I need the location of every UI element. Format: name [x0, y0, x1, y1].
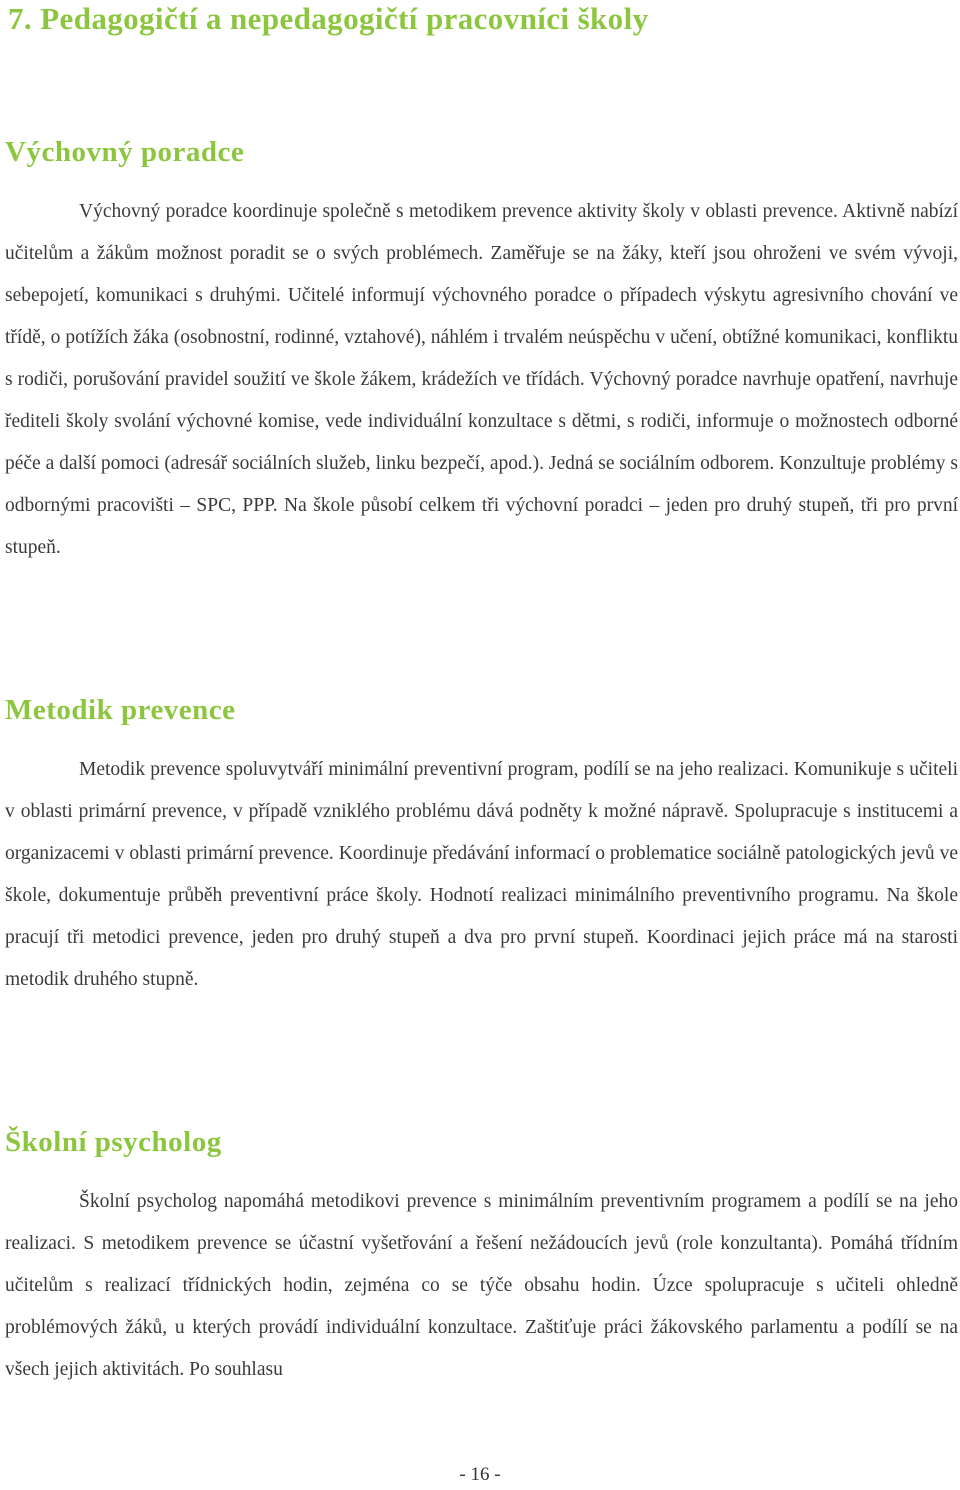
section-paragraph-vychovny-poradce: Výchovný poradce koordinuje společně s metodikem prevence aktivity školy v oblasti prevence. Aktivně nabízí učitelům a žákům možnost poradit se o svých problémech. Zaměřuje se na žáky, kteří jsou ohroženi ve svém vývoji, sebepojetí, komunikaci s druhými. Učitelé informují výchovného poradce o případech výskytu agresivního chování ve třídě, o potížích žáka (osobnostní, rodinné, vztahové), náhlém i trvalém neúspěchu v učení, obtížné komunikaci, konfliktu s rodiči, porušování pravidel soužití ve škole žákem, krádežích ve třídách. Výchovný poradce navrhuje opatření, navrhuje řediteli školy svolání výchovné komise, vede individuální konzultace s dětmi, s rodiči, informuje o možnostech odborné péče a další pomoci (adresář sociálních služeb, linku bezpečí, apod.). Jedná se sociálním odborem. Konzultuje problémy s odbornými pracovišti – SPC, PPP. Na škole působí celkem tři výchovní poradci – jeden pro druhý stupeň, tři pro první stupeň. [5, 201, 958, 558]
section-paragraph-metodik-prevence: Metodik prevence spoluvytváří minimální preventivní program, podílí se na jeho realizaci. Komunikuje s učiteli v oblasti primární prevence, v případě vzniklého problému dává podněty k možné nápravě. Spolupracuje s institucemi a organizacemi v oblasti primární prevence. Koordinuje předávání informací o problematice sociálně patologických jevů ve škole, dokumentuje průběh preventivní práce školy. Hodnotí realizaci minimálního preventivního programu. Na škole pracují tři metodici prevence, jeden pro druhý stupeň a dva pro první stupeň. Koordinaci jejich práce má na starosti metodik druhého stupně. [5, 759, 958, 990]
chapter-title: 7. Pedagogičtí a nepedagogičtí pracovníci školy [8, 1, 649, 36]
section-paragraph-skolni-psycholog: Školní psycholog napomáhá metodikovi prevence s minimálním preventivním programem a podílí se na jeho realizaci. S metodikem prevence se účastní vyšetřování a řešení nežádoucích jevů (role konzultanta). Pomáhá třídním učitelům s realizací třídnických hodin, zejména co se týče obsahu hodin. Úzce spolupracuje s učiteli ohledně problémových žáků, u kterých provádí individuální konzultace. Zaštiťuje práci žákovského parlamentu a podílí se na všech jejich aktivitách. Po souhlasu [5, 1191, 958, 1380]
section-heading-skolni-psycholog: Školní psycholog [5, 1126, 222, 1158]
section-heading-vychovny-poradce: Výchovný poradce [5, 136, 245, 168]
page-number: - 16 - [459, 1464, 501, 1485]
section-heading-metodik-prevence: Metodik prevence [5, 694, 236, 726]
